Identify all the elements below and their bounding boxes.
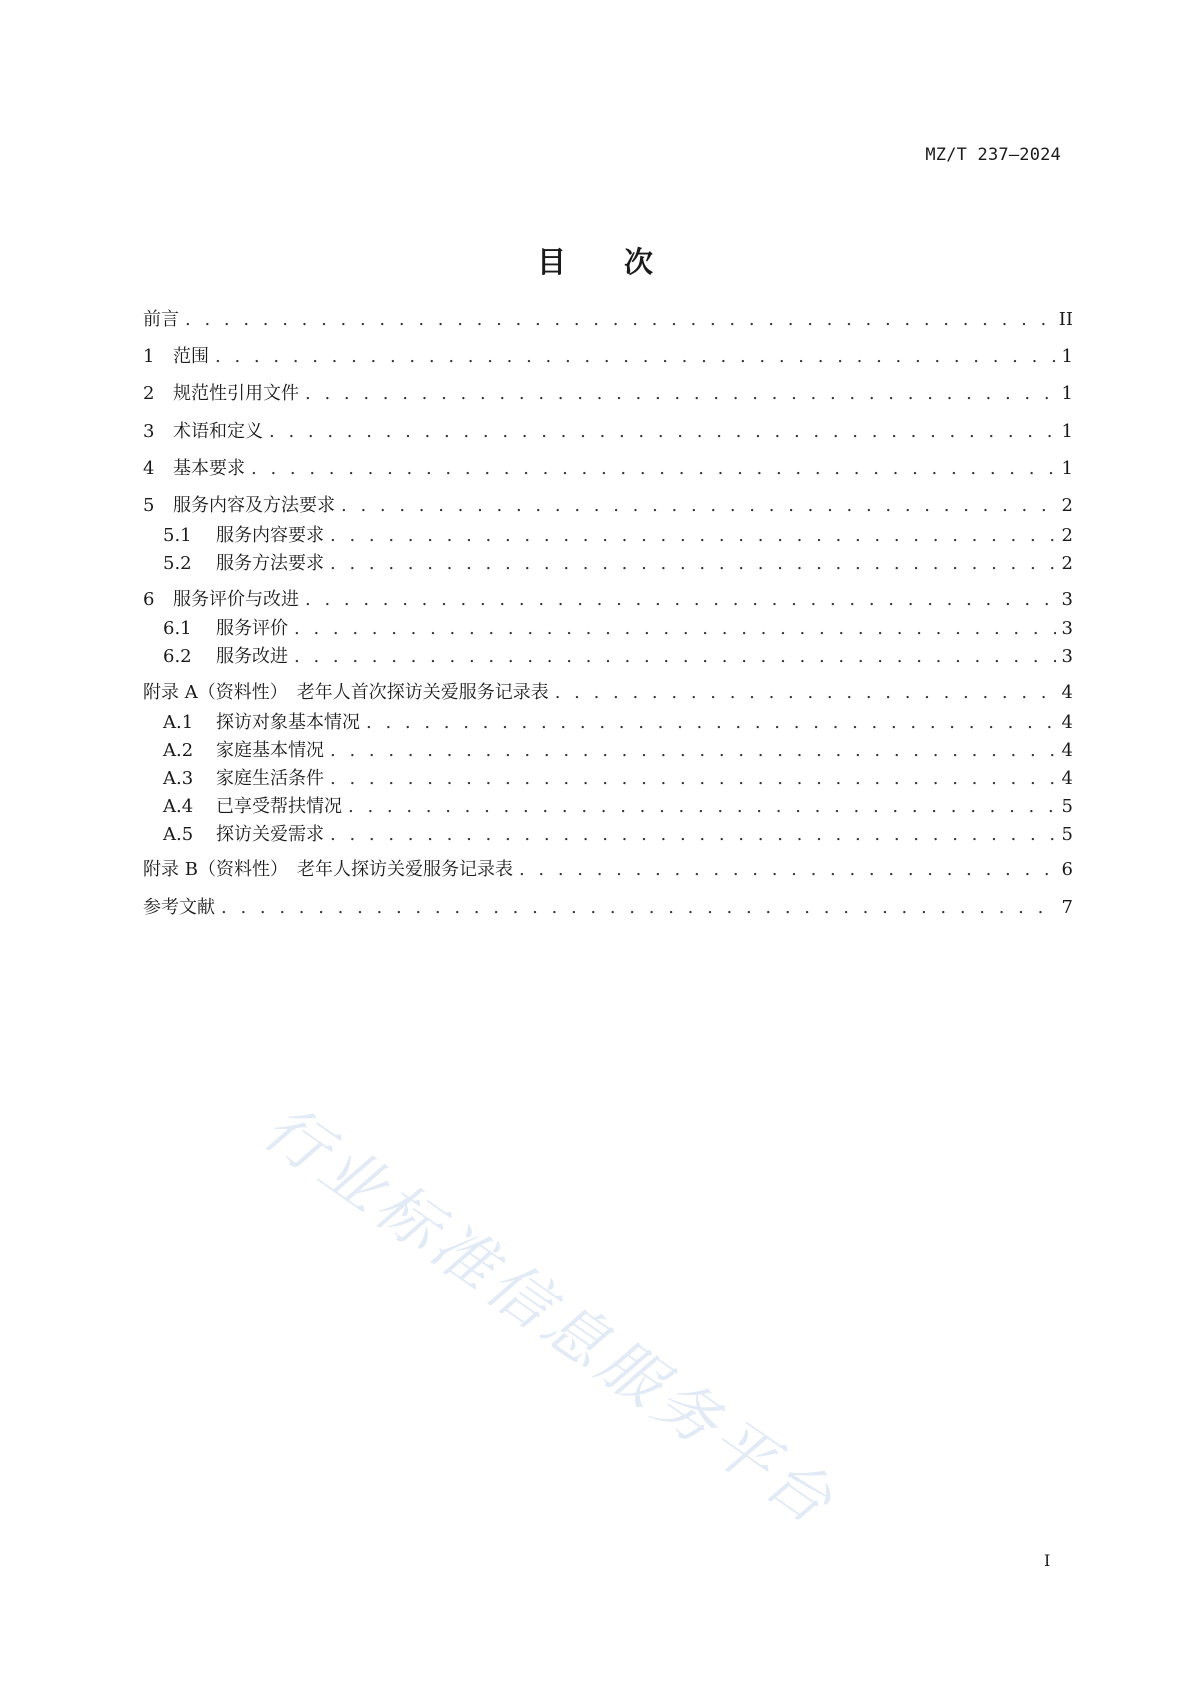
toc-entry-number: 1: [143, 346, 155, 367]
dot-leader: [555, 681, 1056, 705]
toc-entry[interactable]: [143, 308, 1073, 332]
toc-entry-label: 范围: [173, 346, 209, 367]
toc-entry-label: 服务改进: [216, 646, 288, 667]
toc-entry-page: 5: [1061, 824, 1073, 845]
toc-entry-page: 4: [1061, 768, 1073, 789]
toc-entry[interactable]: [143, 767, 1073, 791]
toc-entry-page: 7: [1061, 897, 1073, 918]
standard-code: MZ/T 237—2024: [925, 145, 1061, 165]
toc-entry-label: 家庭基本情况: [216, 740, 324, 761]
toc-entry-page: 2: [1061, 525, 1073, 546]
toc-entry-page: 5: [1061, 796, 1073, 817]
toc-entry[interactable]: [143, 494, 1073, 518]
toc-entry-page: 1: [1061, 383, 1073, 404]
toc-entry-label: 服务评价与改进: [173, 589, 299, 610]
toc-entry[interactable]: [143, 552, 1073, 576]
toc-entry-number: A.3: [163, 768, 194, 789]
toc-entry[interactable]: [143, 681, 1073, 705]
toc-entry[interactable]: [143, 457, 1073, 481]
dot-leader: [305, 588, 1056, 612]
dot-leader: [294, 617, 1056, 641]
toc-entry[interactable]: [143, 711, 1073, 735]
toc-entry-page: 4: [1061, 740, 1073, 761]
toc-entry-label: 附录 B（资料性） 老年人探访关爱服务记录表: [143, 859, 513, 880]
toc-entry-page: 6: [1061, 859, 1073, 880]
toc-entry-label: 服务评价: [216, 618, 288, 639]
toc-entry-page: 1: [1061, 458, 1073, 479]
toc-entry-number: A.1: [163, 712, 194, 733]
toc-entry-number: 5.2: [163, 553, 192, 574]
dot-leader: [330, 524, 1056, 548]
toc-entry-label: 基本要求: [173, 458, 245, 479]
dot-leader: [305, 382, 1056, 406]
toc-entry-page: 1: [1061, 421, 1073, 442]
toc-entry-page: 4: [1061, 712, 1073, 733]
toc-entry[interactable]: [143, 795, 1073, 819]
toc-entry[interactable]: [143, 345, 1073, 369]
dot-leader: [330, 552, 1056, 576]
toc-entry-number: A.2: [163, 740, 194, 761]
toc-entry-number: 2: [143, 383, 155, 404]
toc-entry-number: 4: [143, 458, 155, 479]
toc-entry[interactable]: [143, 420, 1073, 444]
toc-entry-label: 探访对象基本情况: [216, 712, 360, 733]
toc-entry[interactable]: [143, 896, 1073, 920]
toc-entry-number: 3: [143, 421, 155, 442]
toc-entry-page: 3: [1061, 646, 1073, 667]
toc-entry[interactable]: [143, 645, 1073, 669]
toc-entry-number: 6.1: [163, 618, 192, 639]
toc-entry[interactable]: [143, 524, 1073, 548]
toc-entry-number: A.5: [163, 824, 194, 845]
toc-title: 目次: [536, 245, 711, 279]
toc-entry-number: 5: [143, 495, 155, 516]
toc-entry-label: 服务内容及方法要求: [173, 495, 335, 516]
dot-leader: [341, 494, 1056, 518]
toc-entry-page: 1: [1061, 346, 1073, 367]
toc-entry[interactable]: [143, 588, 1073, 612]
dot-leader: [366, 711, 1056, 735]
watermark: 行业标准信息服务平台: [250, 1090, 850, 1541]
dot-leader: [251, 457, 1056, 481]
toc-entry-number: A.4: [163, 796, 194, 817]
dot-leader: [519, 858, 1056, 882]
dot-leader: [330, 823, 1056, 847]
toc-entry-label: 参考文献: [143, 897, 215, 918]
dot-leader: [330, 739, 1056, 763]
toc-entry-number: 6: [143, 589, 155, 610]
toc-entry-label: 家庭生活条件: [216, 768, 324, 789]
toc-entry[interactable]: [143, 382, 1073, 406]
dot-leader: [215, 345, 1056, 369]
toc-entry-label: 前言: [143, 309, 179, 330]
page-number: I: [1044, 1551, 1051, 1570]
toc-entry-label: 附录 A（资料性） 老年人首次探访关爱服务记录表: [143, 682, 549, 703]
toc-entry-page: 2: [1061, 553, 1073, 574]
toc-entry-page: 3: [1061, 618, 1073, 639]
toc-entry-label: 规范性引用文件: [173, 383, 299, 404]
toc-entry-number: 6.2: [163, 646, 192, 667]
toc-entry-label: 服务内容要求: [216, 525, 324, 546]
toc-entry-page: II: [1058, 309, 1073, 330]
toc-entry-page: 2: [1061, 495, 1073, 516]
dot-leader: [294, 645, 1056, 669]
toc-entry-label: 术语和定义: [173, 421, 263, 442]
dot-leader: [348, 795, 1056, 819]
dot-leader: [269, 420, 1056, 444]
toc-entry[interactable]: [143, 858, 1073, 882]
toc-entry[interactable]: [143, 739, 1073, 763]
dot-leader: [330, 767, 1056, 791]
toc-entry-page: 3: [1061, 589, 1073, 610]
toc-entry-number: 5.1: [163, 525, 192, 546]
toc-entry[interactable]: [143, 617, 1073, 641]
toc-entry[interactable]: [143, 823, 1073, 847]
toc-entry-label: 探访关爱需求: [216, 824, 324, 845]
dot-leader: [185, 308, 1053, 332]
toc-entry-label: 已享受帮扶情况: [216, 796, 342, 817]
dot-leader: [221, 896, 1056, 920]
toc-entry-page: 4: [1061, 682, 1073, 703]
toc-entry-label: 服务方法要求: [216, 553, 324, 574]
